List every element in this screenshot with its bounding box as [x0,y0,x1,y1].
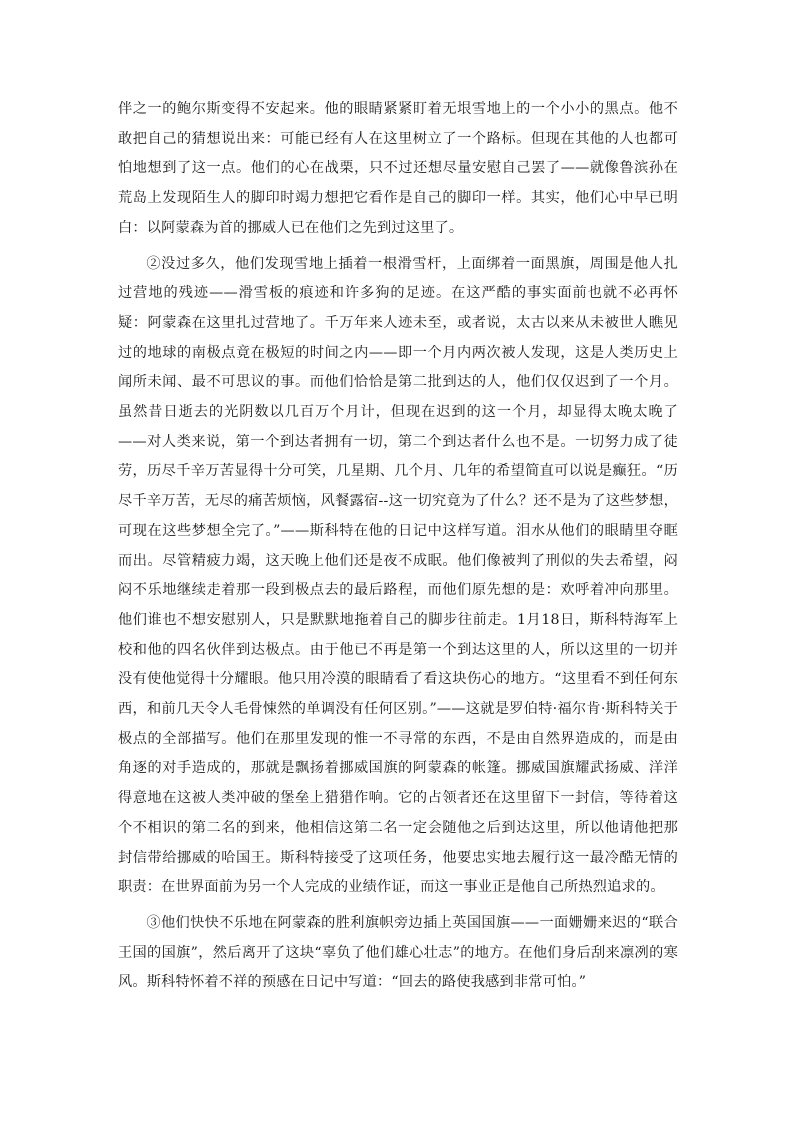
paragraph-continuation: 伴之一的鲍尔斯变得不安起来。他的眼睛紧紧盯着无垠雪地上的一个小小的黑点。他不敢把自己的猜想说出来：可能已经有人在这里树立了一个路标。但现在其他的人也都可怕地想到了这一点。他们的心在战栗，只不过还想尽量安慰自己罢了——就像鲁滨孙在荒岛上发现陌生人的脚印时竭力想把它看作是自己的脚印一样。其实，他们心中早已明白：以阿蒙森为首的挪威人已在他们之先到过这里了。 [118,101,678,236]
paragraph-2: ②没过多久，他们发现雪地上插着一根滑雪杆，上面绑着一面黑旗，周围是他人扎过营地的残迹——滑雪板的痕迹和许多狗的足迹。在这严酷的事实面前也就不必再怀疑：阿蒙森在这里扎过营地了。千万年来人迹未至，或者说，太古以来从未被世人瞧见过的地球的南极点竟在极短的时间之内——即一个月内两次被人发现，这是人类历史上闻所未闻、最不可思议的事。而他们恰恰是第二批到达的人，他们仅仅迟到了一个月。虽然昔日逝去的光阴数以几百万个月计，但现在迟到的这一个月，却显得太晚太晚了——对人类来说，第一个到达者拥有一切，第二个到达者什么也不是。一切努力成了徒劳，历尽千辛万苦显得十分可笑，几星期、几个月、几年的希望简直可以说是癫狂。“历尽千辛万苦，无尽的痛苦烦恼，风餐露宿--这一切究竟为了什么？还不是为了这些梦想，可现在这些梦想全完了。”——斯科特在他的日记中这样写道。泪水从他们的眼睛里夺眶而出。尽管精疲力竭，这天晚上他们还是夜不成眠。他们像被判了刑似的失去希望，闷闷不乐地继续走着那一段到极点去的最后路程，而他们原先想的是：欢呼着冲向那里。他们谁也不想安慰别人，只是默默地拖着自己的脚步往前走。1月18日，斯科特海军上校和他的四名伙伴到达极点。由于他已不再是第一个到达这里的人，所以这里的一切并没有使他觉得十分耀眼。他只用冷漠的眼睛看了看这块伤心的地方。“这里看不到任何东西，和前几天令人毛骨悚然的单调没有任何区别。”——这就是罗伯特·福尔肯·斯科特关于极点的全部描写。他们在那里发现的惟一不寻常的东西，不是由自然界造成的，而是由角逐的对手造成的，那就是飘扬着挪威国旗的阿蒙森的帐篷。挪威国旗耀武扬威、洋洋得意地在这被人类冲破的堡垒上猎猎作响。它的占领者还在这里留下一封信，等待着这个不相识的第二名的到来，他相信这第二名一定会随他之后到达这里，所以他请他把那封信带给挪威的哈国王。斯科特接受了这项任务，他要忠实地去履行这一最冷酷无情的职责：在世界面前为另一个人完成的业绩作证，而这一事业正是他自己所热烈追求的。 [118,255,678,896]
paragraph-3: ③他们快快不乐地在阿蒙森的胜利旗帜旁边插上英国国旗——一面姗姗来迟的“联合王国的国旗”，然后离开了这块“辜负了他们雄心壮志”的地方。在他们身后刮来凛冽的寒风。斯科特怀着不祥的预感在日记中写道：“回去的路使我感到非常可怕。” [118,914,678,991]
document-page [118,95,678,1004]
